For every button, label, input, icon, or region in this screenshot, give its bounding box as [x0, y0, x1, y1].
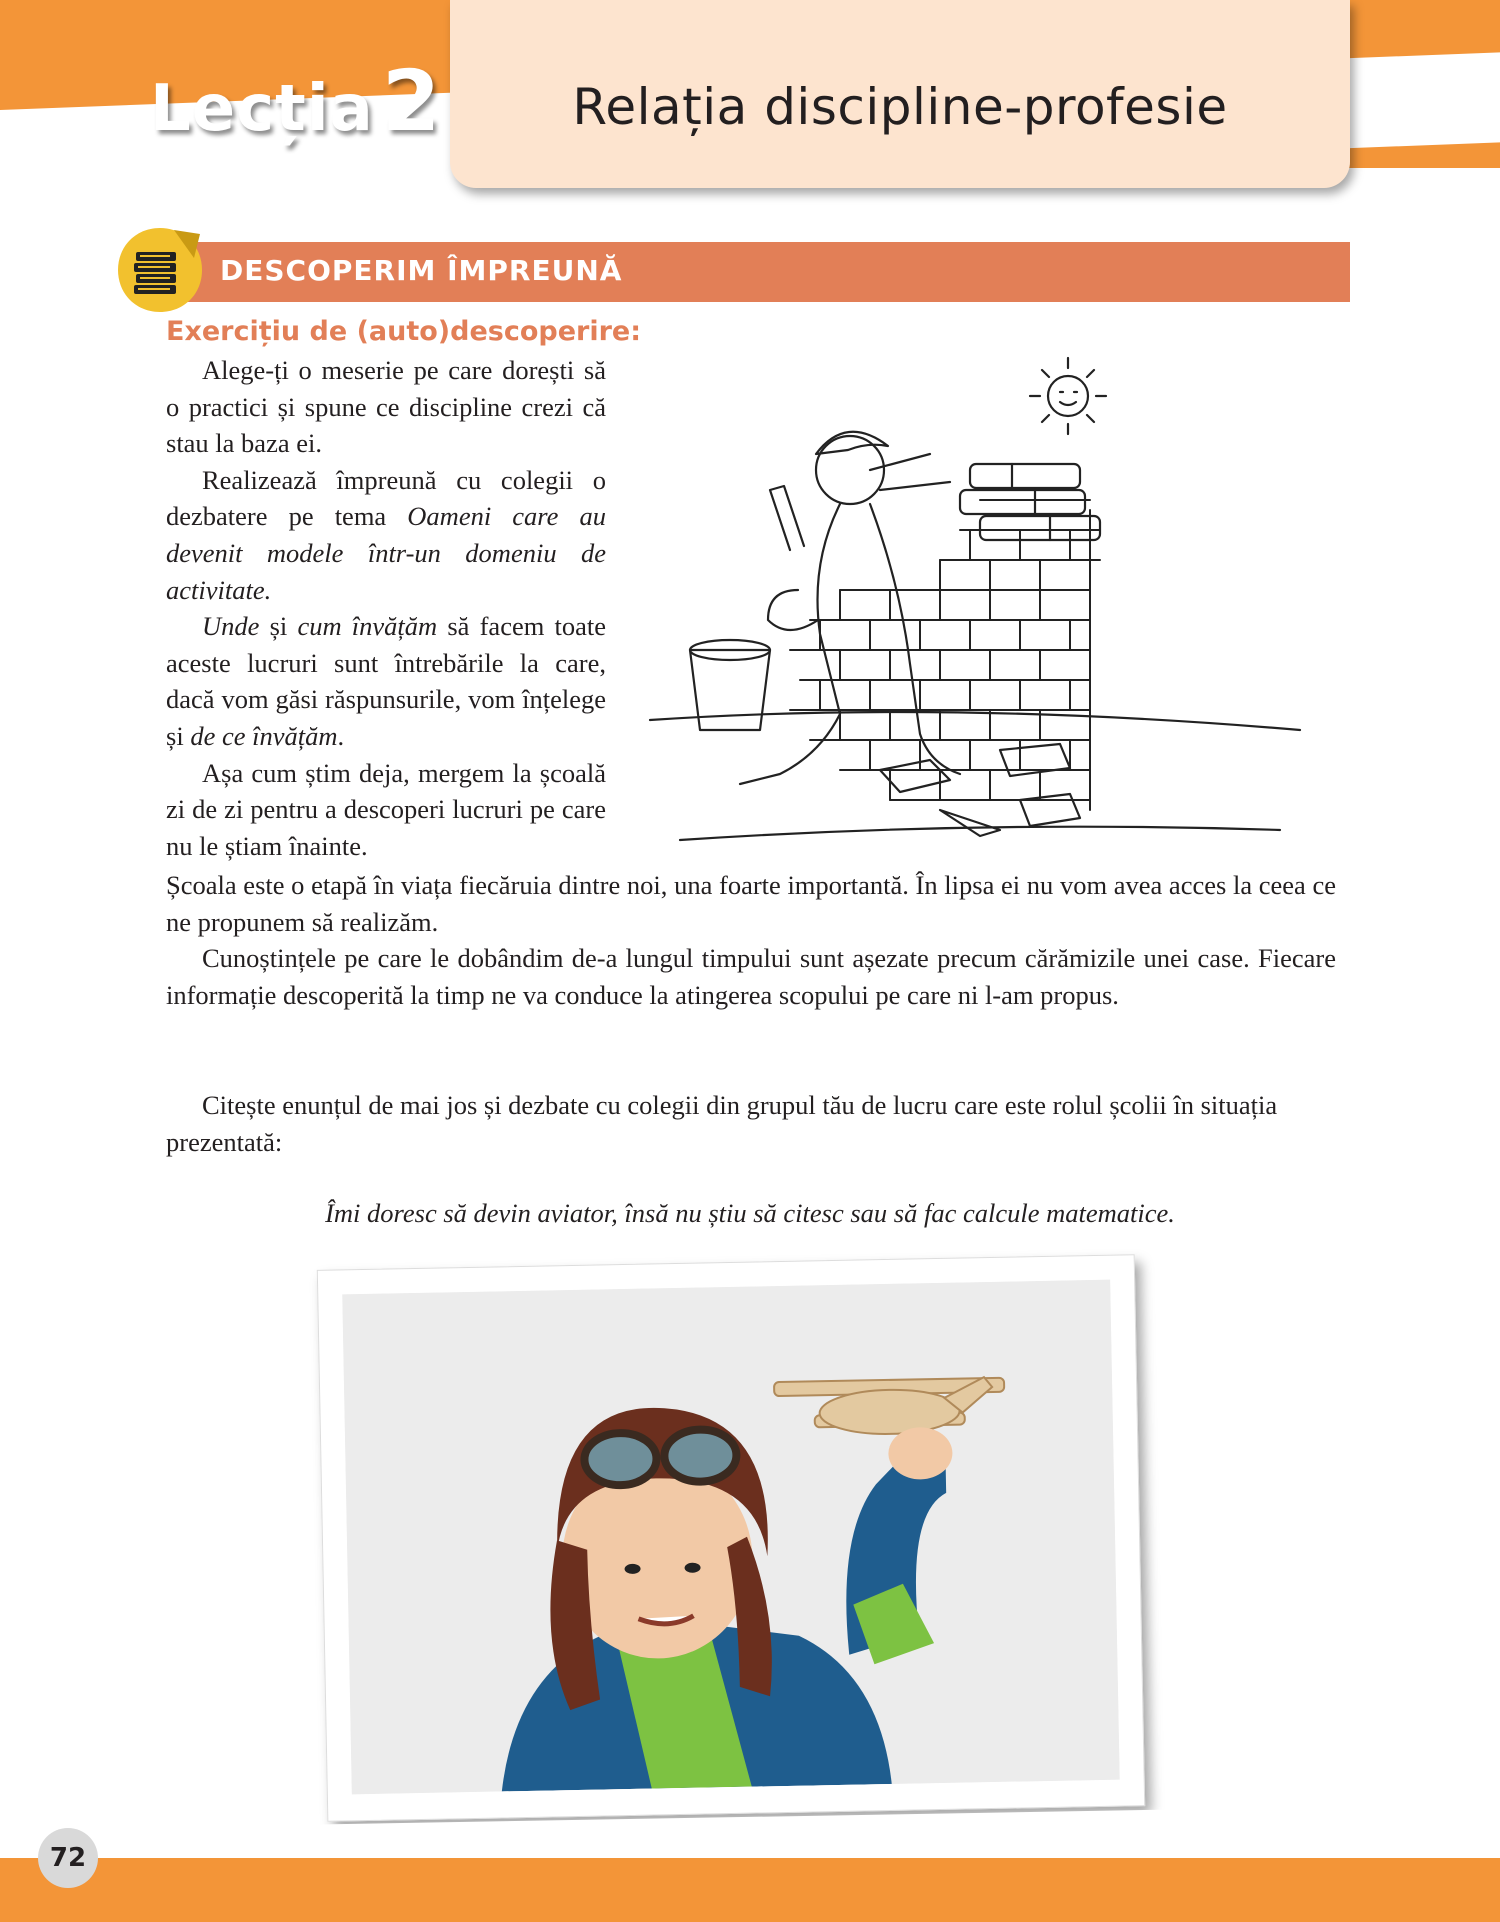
paragraph-read: Citește enunțul de mai jos și dezbate cu colegii din grupul tău de lucru care este rolul școlii în situația prezentată:: [166, 1090, 1278, 1157]
footer-band: [0, 1858, 1500, 1922]
exercise-title: Exercițiu de (auto)descoperire:: [166, 316, 642, 347]
lesson-title: Relația discipline-profesie: [572, 78, 1228, 136]
paragraph-where-how: Unde și cum învățăm să facem toate aceste lucruri sunt întrebările la care, dacă vom găsi răspunsurile, vom înțelege și de ce învățăm.: [166, 611, 607, 751]
books-icon: [114, 224, 206, 316]
intro-text-column: [166, 352, 606, 864]
lesson-word: Lecția: [150, 72, 374, 146]
instruction-text: [166, 1087, 1336, 1160]
quote-statement: Îmi doresc să devin aviator, însă nu știu să citesc sau să fac calcule matematice.: [325, 1198, 1175, 1228]
paragraph-choose-job: Alege-ți o meserie pe care dorești să o practici și spune ce discipline crezi că stau la baza ei.: [166, 355, 606, 459]
body-text: [166, 867, 1336, 1013]
paragraph-debate: Realizează împreună cu colegii o dezbatere pe tema Oameni care au devenit modele într-un domeniu de activitate.: [166, 464, 606, 605]
lesson-number: 2: [381, 52, 442, 150]
brick-wall-illustration: [640, 350, 1360, 870]
debate-topic: Oameni care au devenit modele într-un domeniu de activitate.: [166, 501, 606, 605]
paragraph-school: Așa cum știm deja, mergem la școală zi de zi pentru a descoperi lucruri pe care nu le știam înainte.: [166, 757, 606, 861]
paragraph-school-continued: Școala este o etapă în viața fiecăruia dintre noi, una foarte importantă. În lipsa ei nu vom avea acces la ceea ce ne propunem să realizăm.: [166, 870, 1336, 937]
section-heading: DESCOPERIM ÎMPREUNĂ: [220, 254, 623, 287]
paragraph-bricks: Cunoștințele pe care le dobândim de-a lungul timpului sunt așezate precum cărămizile unei case. Fiecare informație descoperită la timp ne va conduce la atingerea scopului pe care ni l-am propus.: [166, 943, 1336, 1010]
lesson-label: [150, 52, 441, 150]
child-with-toy-plane-image: [342, 1280, 1119, 1795]
aviator-photo: [342, 1280, 1119, 1795]
lesson-title-box: [450, 0, 1350, 188]
aviator-photo-frame: [317, 1254, 1145, 1822]
sun-icon: [1048, 376, 1088, 416]
page-number: 72: [38, 1828, 98, 1888]
